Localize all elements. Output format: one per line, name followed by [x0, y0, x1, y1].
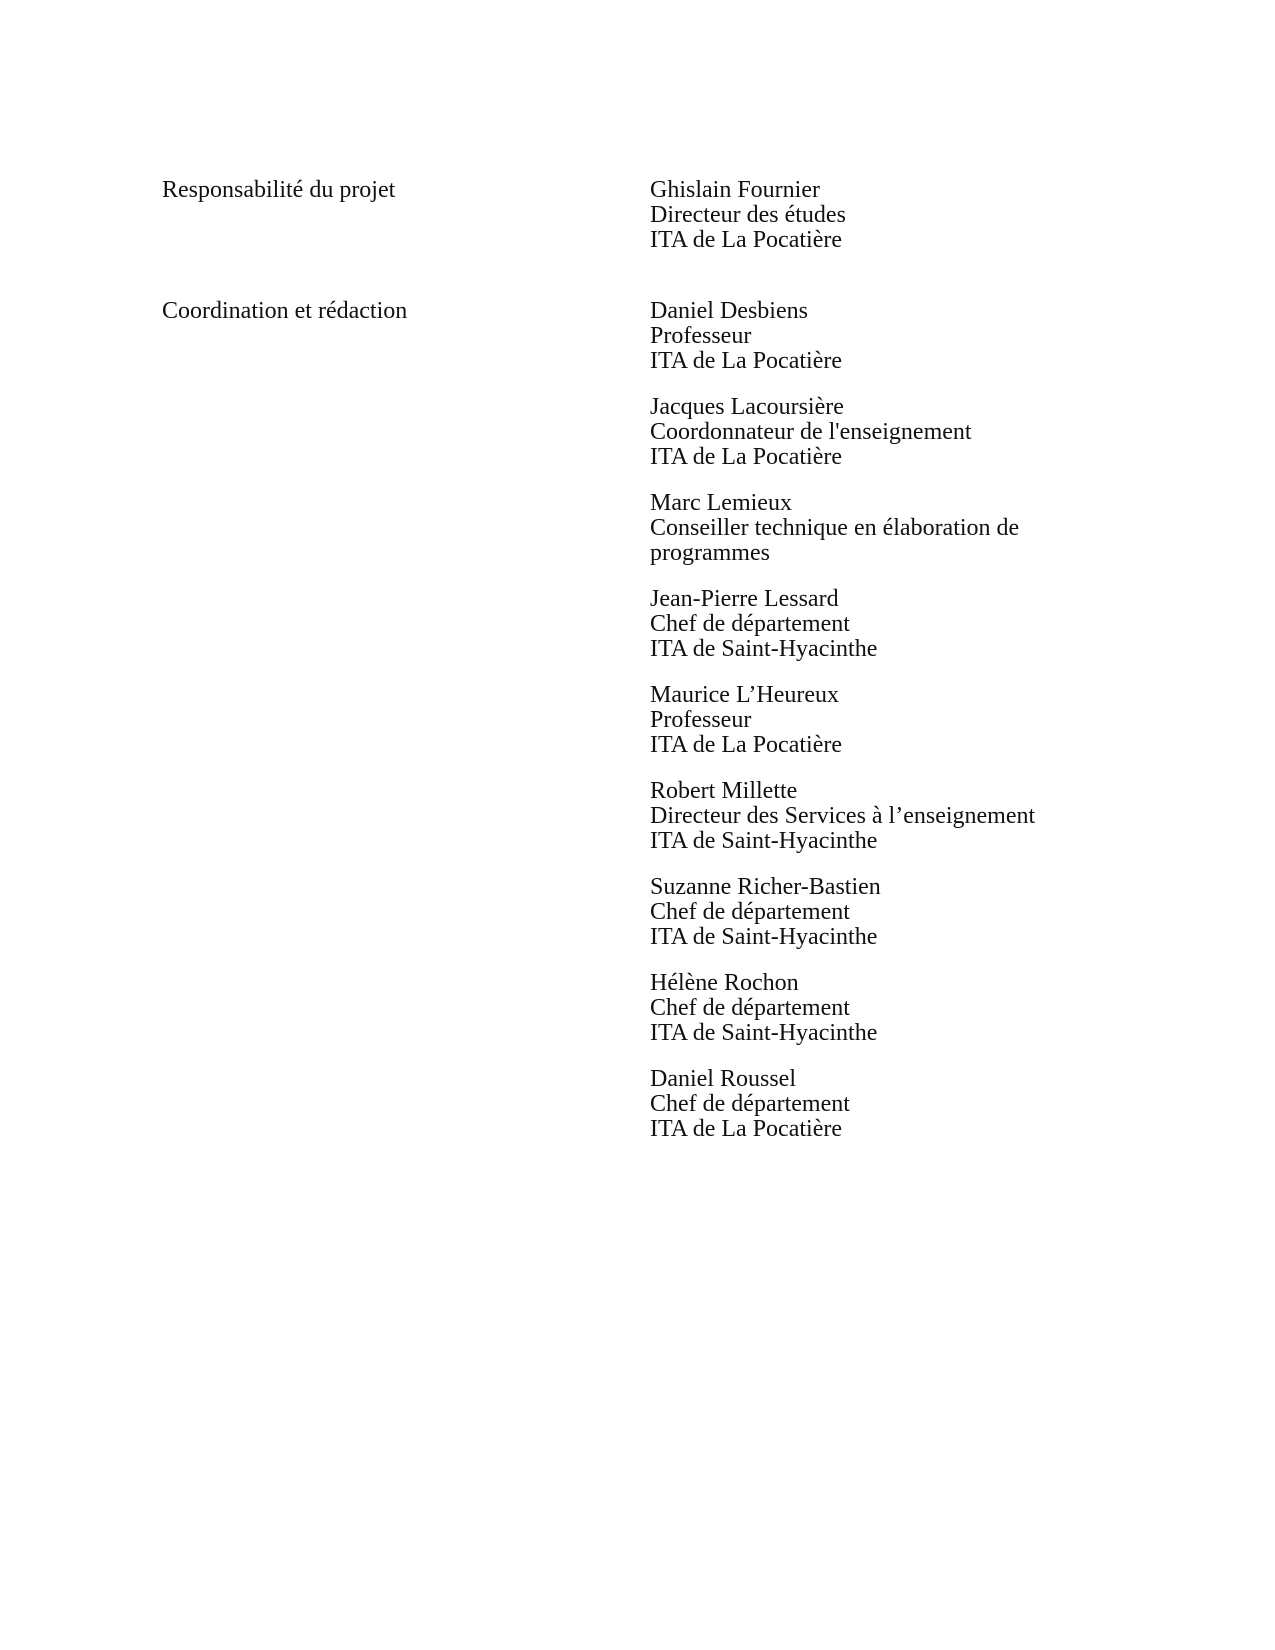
- person-organization: ITA de La Pocatière: [650, 348, 842, 374]
- person-role: Chef de département: [650, 611, 850, 637]
- section-label: Responsabilité du projet: [162, 177, 396, 203]
- person-role: Chef de département: [650, 995, 850, 1021]
- person-role: Chef de département: [650, 1091, 850, 1117]
- credit-entry: [650, 587, 877, 662]
- person-name: Robert Millette: [650, 778, 798, 804]
- person-name: Hélène Rochon: [650, 970, 799, 996]
- person-organization: ITA de Saint-Hyacinthe: [650, 636, 878, 662]
- person-name: Marc Lemieux: [650, 490, 792, 516]
- person-name: Daniel Desbiens: [650, 298, 808, 324]
- section-entries: [650, 178, 1210, 273]
- person-role: Conseiller technique en élaboration de programmes: [650, 515, 1020, 566]
- person-name: Jacques Lacoursière: [650, 394, 844, 420]
- person-name: Ghislain Fournier: [650, 177, 820, 203]
- person-name: Suzanne Richer-Bastien: [650, 874, 881, 900]
- person-name: Jean-Pierre Lessard: [650, 586, 839, 612]
- person-organization: ITA de La Pocatière: [650, 1116, 842, 1142]
- person-organization: ITA de Saint-Hyacinthe: [650, 828, 878, 854]
- credit-entry: [650, 683, 842, 758]
- credit-entry: [650, 491, 1020, 566]
- credit-entry: [650, 299, 842, 374]
- person-role: Directeur des Services à l’enseignement: [650, 803, 1036, 829]
- person-role: Professeur: [650, 323, 752, 349]
- credit-entry: [650, 1067, 850, 1142]
- person-role: Professeur: [650, 707, 752, 733]
- credit-entry: [650, 178, 1210, 253]
- person-organization: ITA de Saint-Hyacinthe: [650, 924, 878, 950]
- person-organization: ITA de Saint-Hyacinthe: [650, 1020, 878, 1046]
- person-name: Maurice L’Heureux: [650, 682, 840, 708]
- credit-entry: [650, 779, 1035, 854]
- person-name: Daniel Roussel: [650, 1066, 796, 1092]
- person-role: Directeur des études: [650, 202, 846, 228]
- person-organization: ITA de La Pocatière: [650, 444, 842, 470]
- person-organization: ITA de La Pocatière: [650, 732, 842, 758]
- section-label: Coordination et rédaction: [162, 298, 408, 324]
- credit-entry: [650, 395, 972, 470]
- credit-entry: [650, 875, 881, 950]
- person-role: Chef de département: [650, 899, 850, 925]
- person-organization: ITA de La Pocatière: [650, 227, 842, 253]
- credit-entry: [650, 971, 877, 1046]
- person-role: Coordonnateur de l'enseignement: [650, 419, 972, 445]
